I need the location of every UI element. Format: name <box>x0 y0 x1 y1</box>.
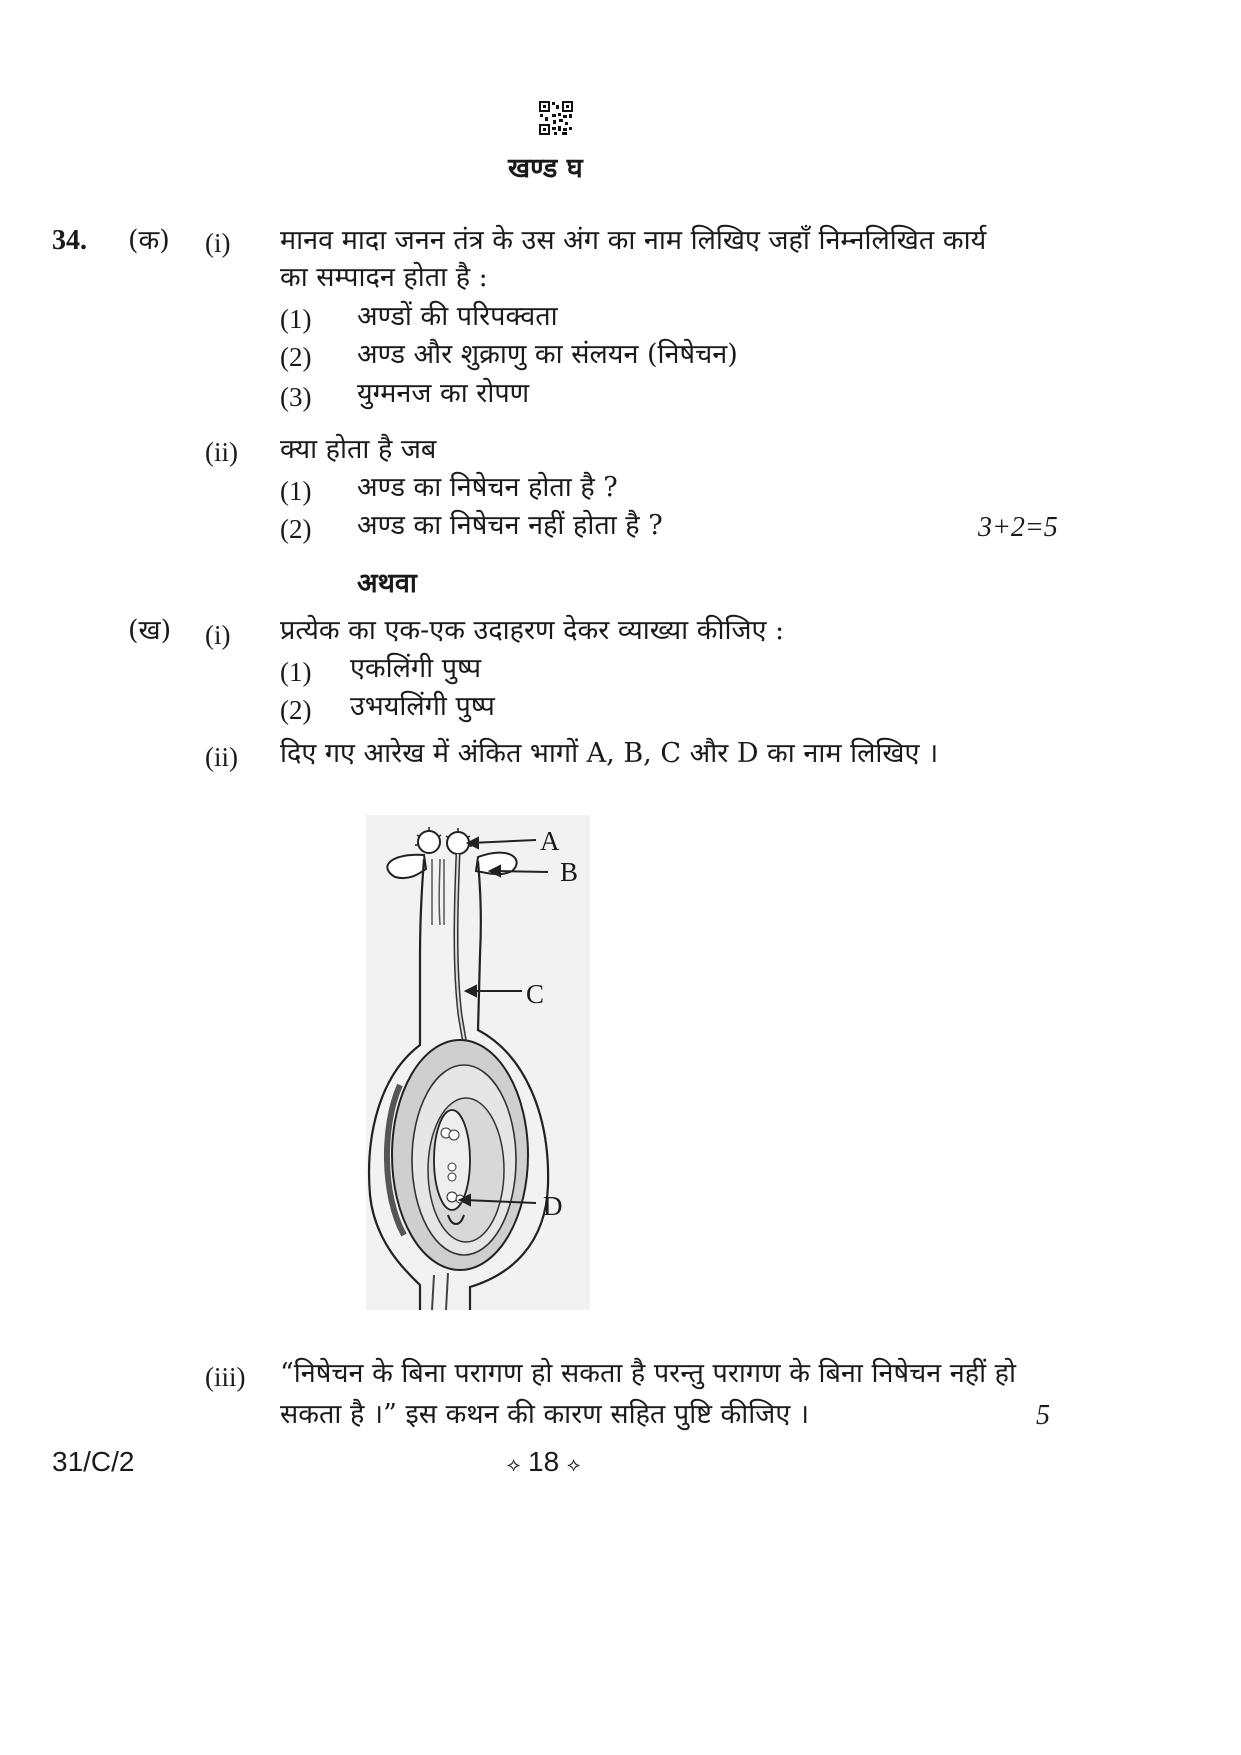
or-separator: अथवा <box>357 568 417 599</box>
qr-code-icon <box>538 100 574 136</box>
part-a-i-item1-label: (1) <box>280 304 312 334</box>
paper-code: 31/C/2 <box>52 1446 135 1477</box>
ornament-left-icon: ⟡ <box>507 1454 521 1476</box>
part-b-i-label: (i) <box>205 620 231 650</box>
label-c: C <box>526 979 545 1009</box>
part-a-i-item3-label: (3) <box>280 382 312 412</box>
part-a-ii-item2-text: अण्ड का निषेचन नहीं होता है ? <box>357 510 663 541</box>
label-a: A <box>540 826 560 856</box>
part-a-ii-text: क्या होता है जब <box>280 434 437 465</box>
part-a-ii-label: (ii) <box>205 437 238 467</box>
section-title: खण्ड घ <box>508 153 583 184</box>
page-number <box>507 1446 580 1478</box>
pistil-diagram <box>360 815 620 1315</box>
part-b-i-text: प्रत्येक का एक-एक उदाहरण देकर व्याख्या कीजिए : <box>280 615 785 646</box>
egg-cell <box>447 1192 457 1202</box>
label-b: B <box>560 857 579 887</box>
pollen-grain-right <box>447 832 469 854</box>
part-b-iii-text-line2: सकता है ।” इस कथन की कारण सहित पुष्टि कीजिए । <box>280 1399 810 1430</box>
part-b-ii-label: (ii) <box>205 742 238 772</box>
part-b-iii-text-line1: “निषेचन के बिना परागण हो सकता है परन्तु परागण के बिना निषेचन नहीं हो <box>280 1358 1017 1389</box>
part-b-i-item1-label: (1) <box>280 657 312 687</box>
part-b-i-item1-text: एकलिंगी पुष्प <box>350 653 482 684</box>
part-a-i-label: (i) <box>205 228 231 258</box>
part-a-i-item1-text: अण्डों की परिपक्वता <box>357 301 558 332</box>
pollen-grain-left <box>418 831 440 853</box>
question-number: 34. <box>52 225 87 256</box>
part-b-label: (ख) <box>128 615 172 646</box>
part-b-i-item2-label: (2) <box>280 695 312 725</box>
page-number-value: 18 <box>528 1446 560 1477</box>
part-b-ii-text: दिए गए आरेख में अंकित भागों A, B, C और D का नाम लिखिए । <box>280 738 939 769</box>
part-b-iii-label: (iii) <box>205 1362 246 1392</box>
part-a-i-item2-text: अण्ड और शुक्राणु का संलयन (निषेचन) <box>357 339 738 370</box>
part-a-ii-item1-label: (1) <box>280 476 312 506</box>
part-a-i-item3-text: युग्मनज का रोपण <box>357 378 530 409</box>
part-a-i-item2-label: (2) <box>280 342 312 372</box>
part-b-i-item2-text: उभयलिंगी पुष्प <box>350 691 495 722</box>
part-a-label: (क) <box>128 225 170 256</box>
part-a-ii-item1-text: अण्ड का निषेचन होता है ? <box>357 472 618 503</box>
part-a-i-text-line2: का सम्पादन होता है : <box>280 262 488 293</box>
part-b-marks: 5 <box>1036 1400 1050 1431</box>
label-d: D <box>543 1191 563 1221</box>
part-a-i-text-line1: मानव मादा जनन तंत्र के उस अंग का नाम लिखिए जहाँ निम्नलिखित कार्य <box>280 225 987 256</box>
part-a-ii-item2-label: (2) <box>280 514 312 544</box>
part-a-marks: 3+2=5 <box>978 512 1058 543</box>
ornament-right-icon: ⟡ <box>566 1454 581 1476</box>
